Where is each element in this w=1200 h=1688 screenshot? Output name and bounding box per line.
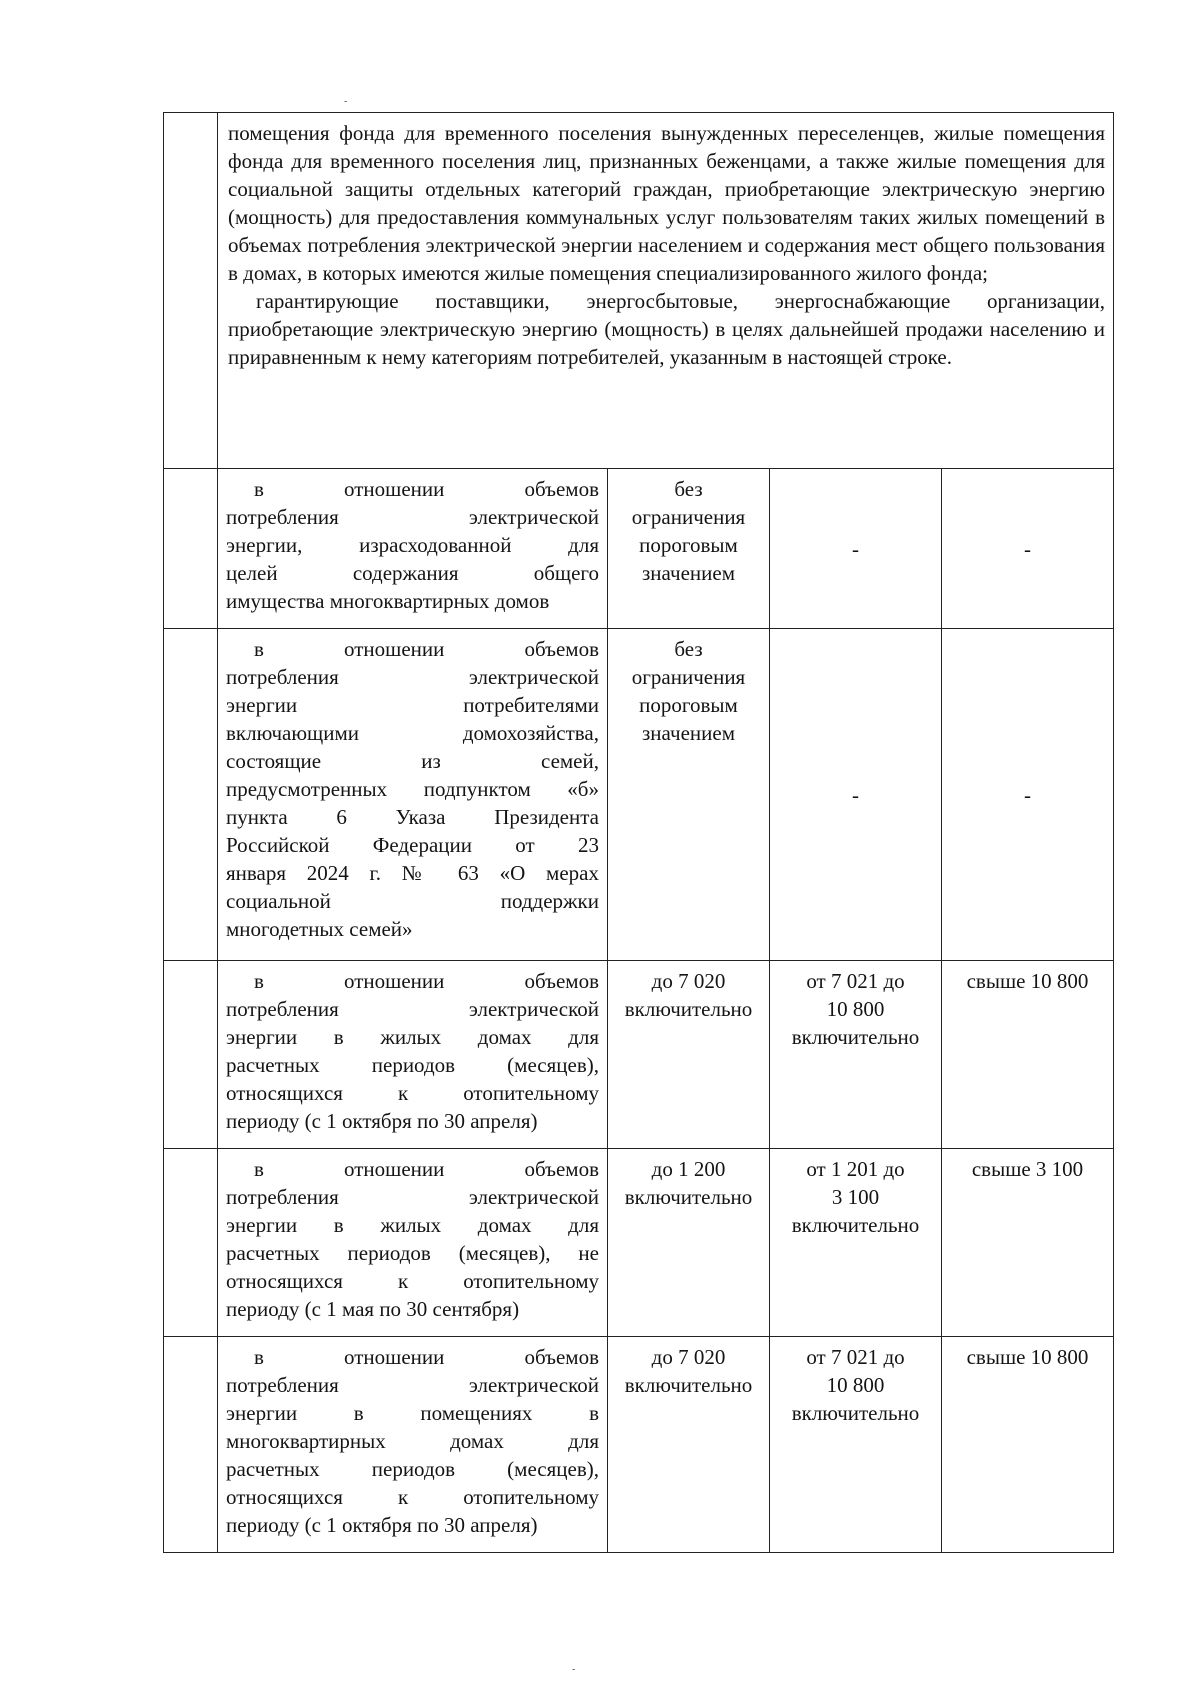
description-line: в отношении объемов <box>254 1157 599 1181</box>
description-line: в отношении объемов <box>254 969 599 993</box>
description-line: пункта 6 Указа Президента <box>226 805 599 829</box>
row-description-cell <box>218 961 608 1149</box>
intro-paragraph-1: помещения фонда для временного поселения вынужденных переселенцев, жилые помещения фонда для временного поселения лиц, признанных беженцами, а также жилые помещения для социальной защиты отдельных категорий граждан, приобретающие электрическую энергию (мощность) для предоставления коммунальных услуг пользователям таких жилых помещений в объемах потребления электрической энергии населением и содержания мест общего пользования в домах, в которых имеются жилые помещения специализированного жилого фонда; <box>228 121 1106 285</box>
threshold-line: от 7 021 до <box>806 1345 905 1369</box>
second-threshold-cell <box>770 469 942 629</box>
row-number-cell <box>164 113 218 469</box>
description-line: энергии в жилых домах для <box>226 1213 599 1237</box>
threshold-line: пороговым <box>639 533 738 557</box>
third-threshold-cell <box>942 961 1114 1149</box>
table-row <box>164 629 1114 961</box>
threshold-line: значением <box>642 561 735 585</box>
threshold-line: 10 800 <box>826 1373 885 1397</box>
third-threshold-cell <box>942 629 1114 961</box>
threshold-line: включительно <box>624 1185 753 1209</box>
top-scan-mark: - <box>344 96 348 107</box>
description-line: потребления электрической <box>226 997 599 1021</box>
threshold-line: значением <box>642 721 735 745</box>
description-line: целей содержания общего <box>226 561 599 585</box>
description-line: потребления электрической <box>226 1373 599 1397</box>
description-line: относящихся к отопительному <box>226 1485 599 1509</box>
description-line: периоду (с 1 мая по 30 сентября) <box>226 1297 520 1321</box>
first-threshold-cell <box>608 1337 770 1553</box>
second-threshold-cell <box>770 629 942 961</box>
description-line: в отношении объемов <box>254 637 599 661</box>
threshold-line: от 1 201 до <box>806 1157 905 1181</box>
row-number-cell <box>164 1149 218 1337</box>
empty-dash: - <box>852 536 859 561</box>
row-description-cell <box>218 1337 608 1553</box>
threshold-line: до 7 020 <box>651 1345 726 1369</box>
threshold-line: до 7 020 <box>651 969 726 993</box>
threshold-line: свыше 10 800 <box>966 1345 1089 1369</box>
description-line: имущества многоквартирных домов <box>226 589 550 613</box>
description-line: расчетных периодов (месяцев), <box>226 1457 599 1481</box>
first-threshold-cell <box>608 469 770 629</box>
bottom-scan-mark: - <box>572 1664 576 1675</box>
second-threshold-cell <box>770 1337 942 1553</box>
description-line: относящихся к отопительному <box>226 1269 599 1293</box>
threshold-line: включительно <box>624 997 753 1021</box>
description-line: расчетных периодов (месяцев), не <box>226 1241 599 1265</box>
row-number-cell <box>164 1337 218 1553</box>
threshold-line: ограничения <box>631 505 746 529</box>
table-row <box>164 1337 1114 1553</box>
description-line: энергии потребителями <box>226 693 599 717</box>
description-line: включающими домохозяйства, <box>226 721 599 745</box>
intro-row <box>164 113 1114 469</box>
threshold-line: без <box>674 477 703 501</box>
description-line: в отношении объемов <box>254 1345 599 1369</box>
threshold-line: включительно <box>791 1213 920 1237</box>
description-line: расчетных периодов (месяцев), <box>226 1053 599 1077</box>
threshold-line: включительно <box>624 1373 753 1397</box>
description-line: января 2024 г. № 63 «О мерах <box>226 861 599 885</box>
second-threshold-cell <box>770 1149 942 1337</box>
threshold-line: свыше 3 100 <box>971 1157 1084 1181</box>
third-threshold-cell <box>942 1149 1114 1337</box>
row-number-cell <box>164 961 218 1149</box>
threshold-line: свыше 10 800 <box>966 969 1089 993</box>
description-line: энергии, израсходованной для <box>226 533 599 557</box>
description-line: периоду (с 1 октября по 30 апреля) <box>226 1109 538 1133</box>
first-threshold-cell <box>608 629 770 961</box>
description-line: потребления электрической <box>226 505 599 529</box>
table-row <box>164 961 1114 1149</box>
threshold-line: 10 800 <box>826 997 885 1021</box>
empty-dash: - <box>1024 536 1032 561</box>
threshold-line: до 1 200 <box>651 1157 726 1181</box>
description-line: энергии в жилых домах для <box>226 1025 599 1049</box>
tariff-table <box>163 112 1114 1553</box>
description-line: многоквартирных домах для <box>226 1429 599 1453</box>
first-threshold-cell <box>608 1149 770 1337</box>
description-line: состоящие из семей, <box>226 749 599 773</box>
description-line: предусмотренных подпунктом «б» <box>226 777 599 801</box>
table-row <box>164 469 1114 629</box>
row-number-cell <box>164 469 218 629</box>
description-line: Российской Федерации от 23 <box>226 833 599 857</box>
first-threshold-cell <box>608 961 770 1149</box>
row-description-cell <box>218 1149 608 1337</box>
description-line: социальной поддержки <box>226 889 599 913</box>
threshold-line: от 7 021 до <box>806 969 905 993</box>
empty-dash: - <box>852 782 859 807</box>
description-line: периоду (с 1 октября по 30 апреля) <box>226 1513 538 1537</box>
description-line: потребления электрической <box>226 665 599 689</box>
row-number-cell <box>164 629 218 961</box>
description-line: многодетных семей» <box>226 917 413 941</box>
description-line: в отношении объемов <box>254 477 599 501</box>
threshold-line: включительно <box>791 1025 920 1049</box>
threshold-line: пороговым <box>639 693 738 717</box>
row-description-cell <box>218 469 608 629</box>
intro-paragraph-2: гарантирующие поставщики, энергосбытовые, энергоснабжающие организации, приобретающие электрическую энергию (мощность) в целях дальнейшей продажи населению и приравненным к нему категориям потребителей, указанным в настоящей строке. <box>228 289 1106 369</box>
table-row <box>164 1149 1114 1337</box>
description-line: относящихся к отопительному <box>226 1081 599 1105</box>
threshold-line: 3 100 <box>831 1185 880 1209</box>
intro-cell <box>218 113 1114 469</box>
second-threshold-cell <box>770 961 942 1149</box>
description-line: энергии в помещениях в <box>226 1401 599 1425</box>
empty-dash: - <box>1024 782 1032 807</box>
threshold-line: включительно <box>791 1401 920 1425</box>
third-threshold-cell <box>942 469 1114 629</box>
threshold-line: без <box>674 637 703 661</box>
row-description-cell <box>218 629 608 961</box>
threshold-line: ограничения <box>631 665 746 689</box>
third-threshold-cell <box>942 1337 1114 1553</box>
description-line: потребления электрической <box>226 1185 599 1209</box>
